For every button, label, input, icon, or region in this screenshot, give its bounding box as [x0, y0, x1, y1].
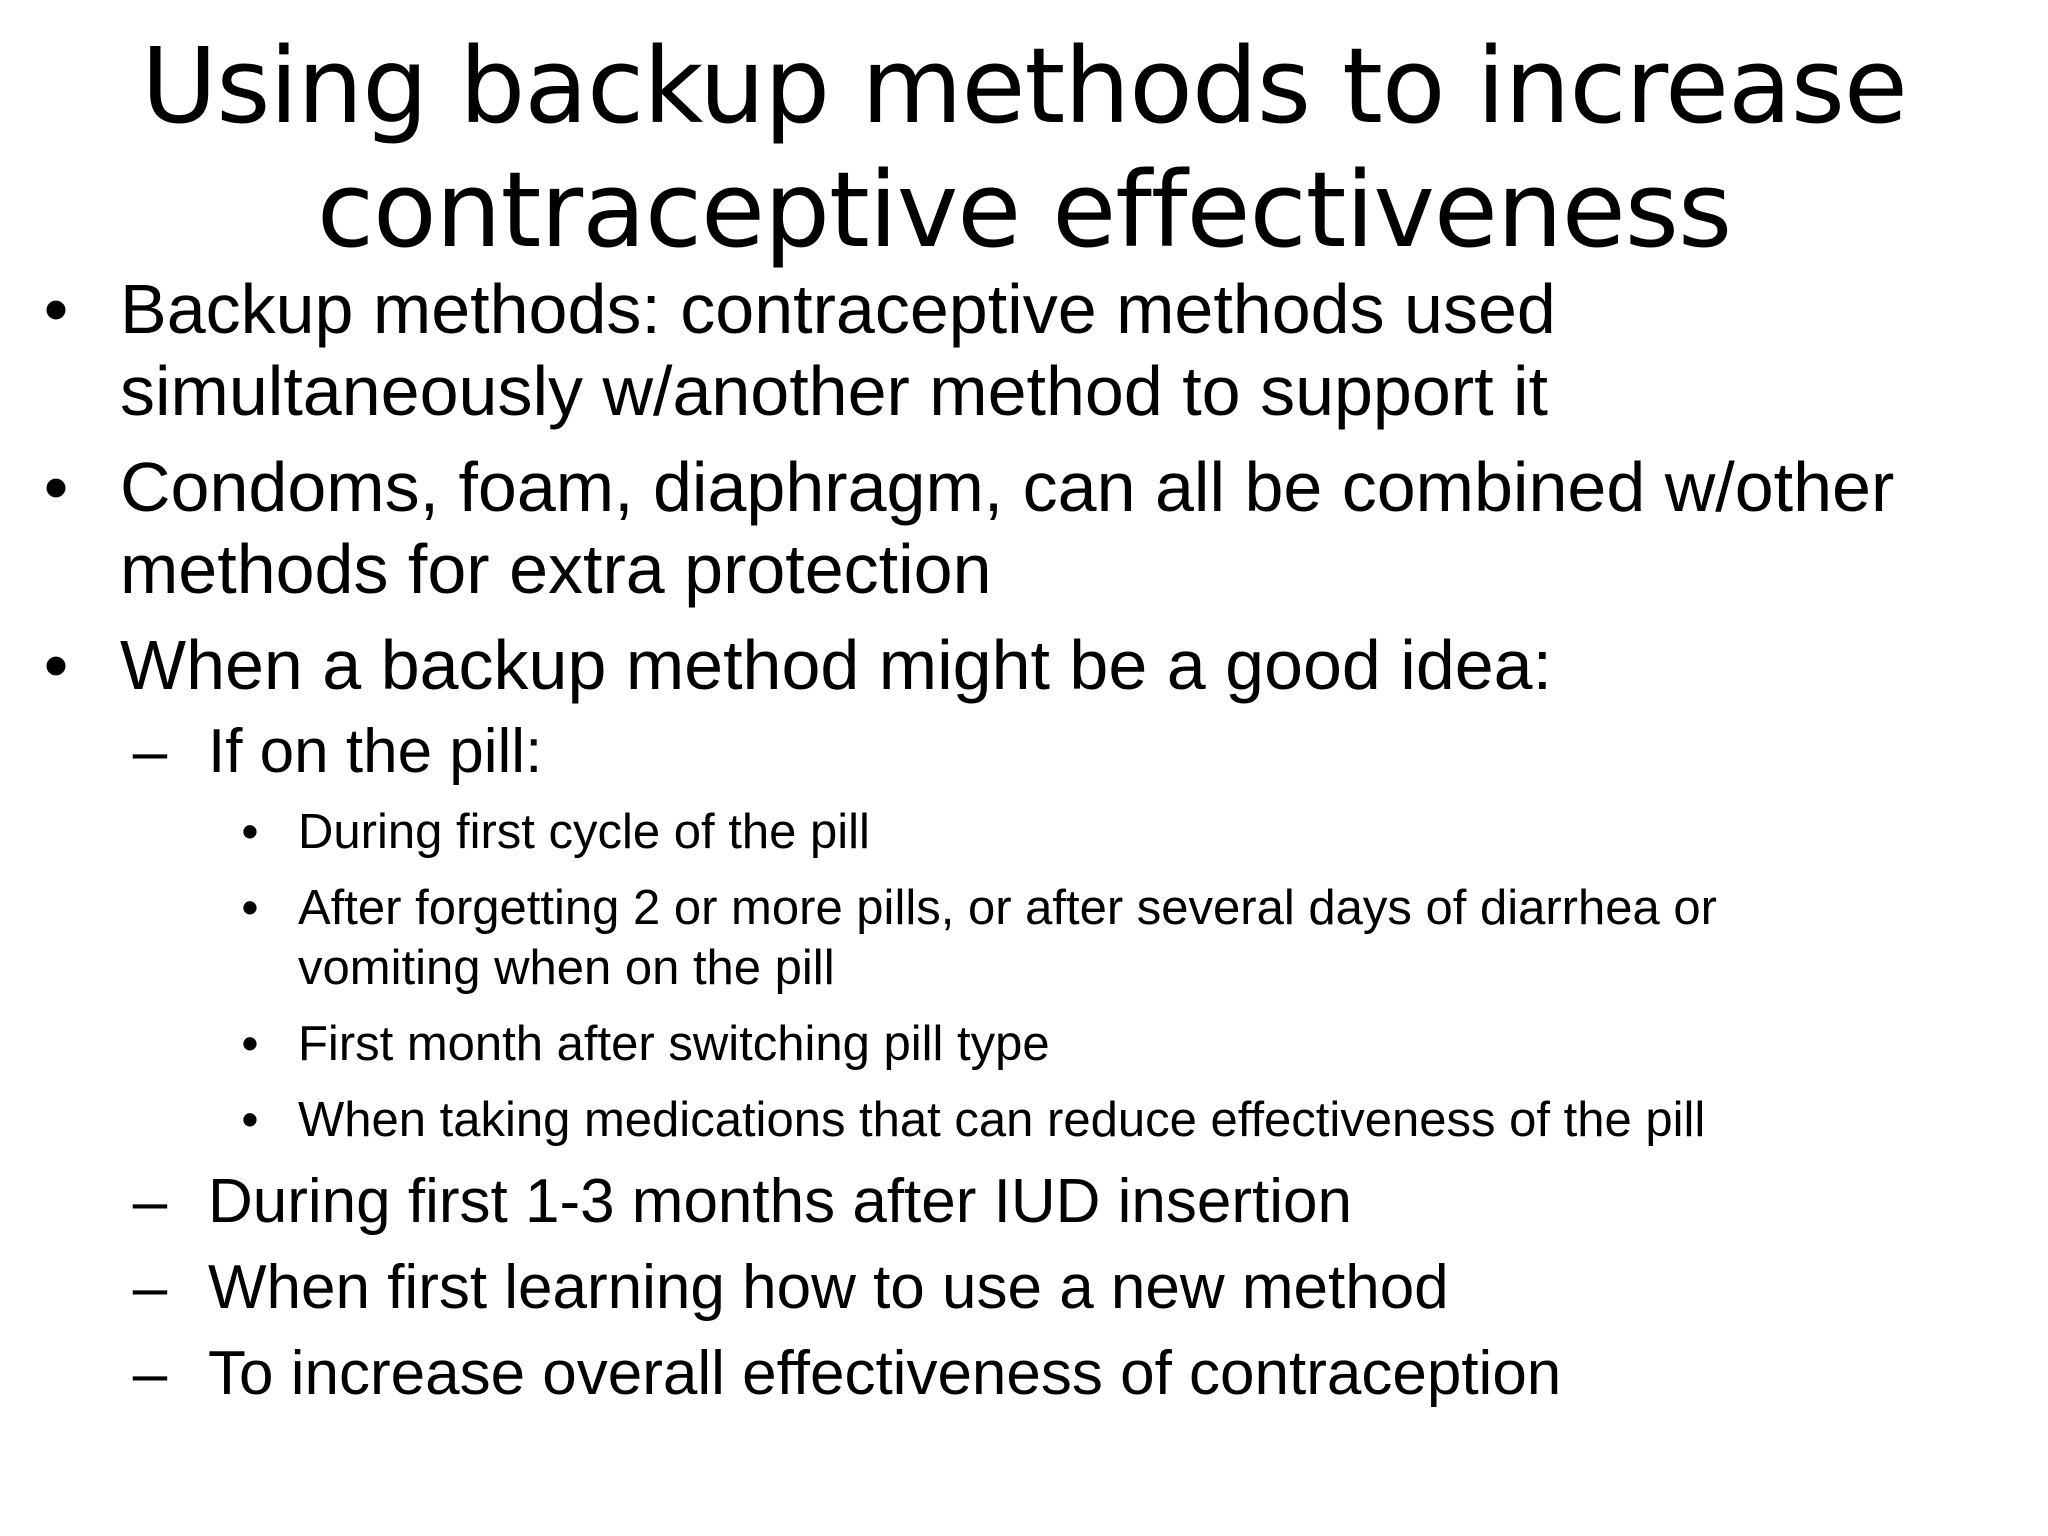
bullet-text-line: methods for extra protection	[120, 530, 992, 608]
bullet-text-line: Condoms, foam, diaphragm, can all be combined w/other	[120, 448, 1895, 526]
sub-point-text: When first learning how to use a new method	[208, 1253, 1449, 1322]
sub-point-text: To increase overall effectiveness of contraception	[208, 1339, 1562, 1408]
bullet-glyph: •	[241, 805, 259, 859]
bullet-text-line: When a backup method might be a good idea:	[120, 626, 1553, 704]
detail-point	[208, 1014, 2026, 1074]
bullet-text-line: Backup methods: contraceptive methods used	[120, 270, 1556, 348]
bullet-glyph: •	[241, 1017, 259, 1071]
dash-glyph: –	[132, 717, 168, 786]
dash-glyph: –	[132, 1167, 168, 1236]
slide-title	[60, 24, 1988, 272]
slide-title-line-2: contraceptive effectiveness	[316, 149, 1732, 271]
detail-point	[208, 802, 2026, 862]
detail-text-line: After forgetting 2 or more pills, or after several days of diarrhea or	[298, 881, 1717, 935]
bullet-list	[36, 268, 2026, 1424]
bullet-glyph: •	[43, 448, 69, 526]
bullet-glyph: •	[241, 1093, 259, 1147]
dash-glyph: –	[132, 1339, 168, 1408]
bullet-text-line: simultaneously w/another method to support it	[120, 352, 1548, 430]
sub-point-text: During first 1-3 months after IUD insertion	[208, 1167, 1352, 1236]
bullet-glyph: •	[43, 270, 69, 348]
sub-bullet-list	[120, 716, 2026, 1410]
slide-title-line-1: Using backup methods to increase	[141, 25, 1907, 147]
bullet-point-when-to-use	[36, 624, 2026, 1410]
bullet-glyph: •	[241, 881, 259, 935]
bullet-point-backup-definition	[36, 268, 2026, 432]
detail-text-line: First month after switching pill type	[298, 1017, 1050, 1071]
detail-bullet-list	[208, 802, 2026, 1150]
sub-point-text: If on the pill:	[208, 717, 543, 786]
bullet-point-combined-methods	[36, 446, 2026, 610]
sub-point-on-the-pill	[120, 716, 2026, 1150]
detail-point	[208, 878, 2026, 998]
detail-text-line: vomiting when on the pill	[298, 941, 835, 995]
detail-text-line: When taking medications that can reduce effectiveness of the pill	[298, 1093, 1706, 1147]
detail-point	[208, 1090, 2026, 1150]
sub-point-new-method	[120, 1252, 2026, 1324]
sub-point-overall-effectiveness	[120, 1338, 2026, 1410]
detail-text-line: During first cycle of the pill	[298, 805, 870, 859]
dash-glyph: –	[132, 1253, 168, 1322]
sub-point-iud-insertion	[120, 1166, 2026, 1238]
bullet-glyph: •	[43, 626, 69, 704]
